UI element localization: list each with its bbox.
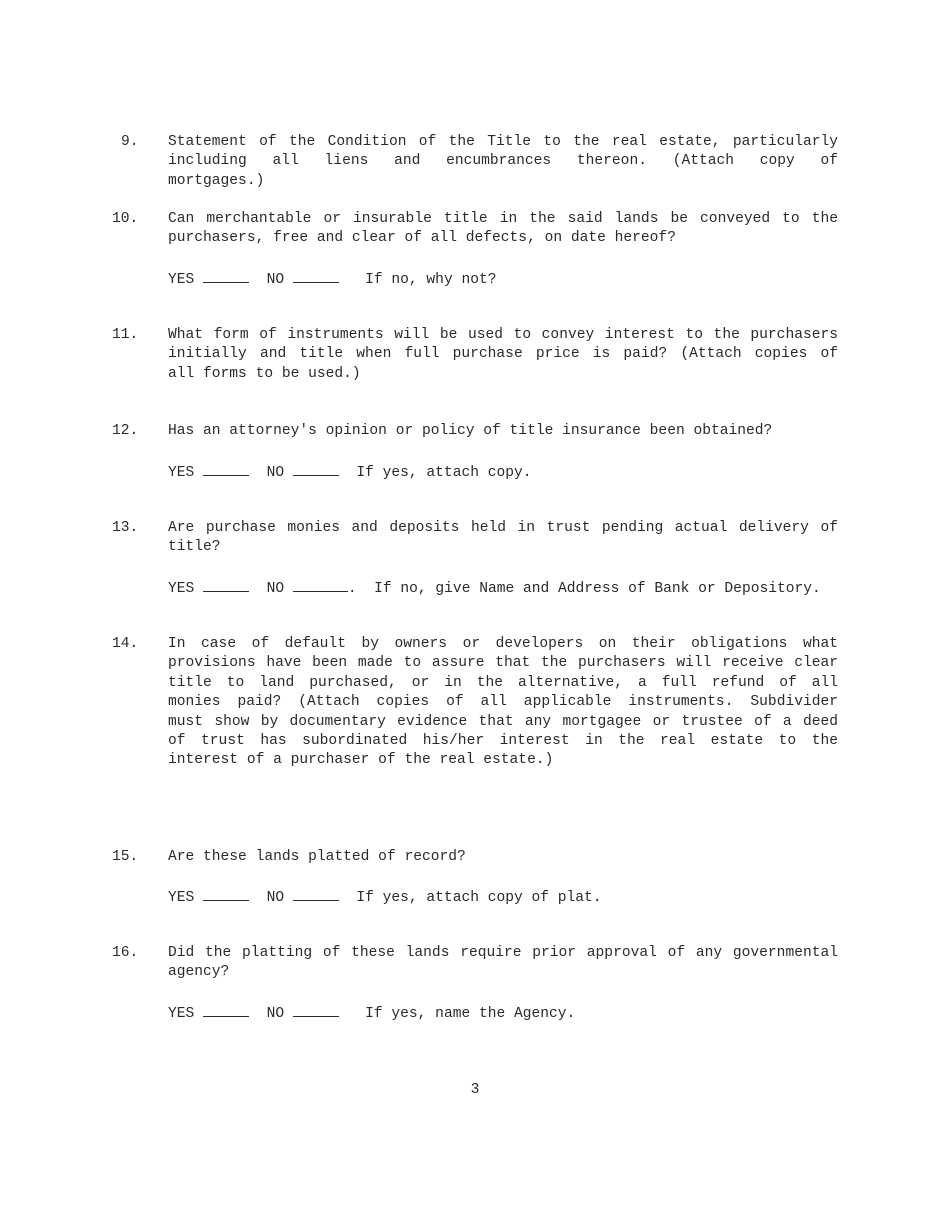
yes-blank-field[interactable] [203, 886, 249, 901]
answer-instruction: . If no, give Name and Address of Bank or Depository. [347, 581, 821, 597]
question-number: 12. [112, 423, 139, 439]
no-blank-field[interactable] [293, 268, 339, 283]
question-text [168, 635, 838, 771]
question-line: purchasers, free and clear of all defects, on date hereof? [168, 230, 676, 247]
no-label: NO [266, 465, 285, 481]
question-line: monies paid? (Attach copies of all applicable instruments. Subdivider [168, 694, 838, 711]
question-line: of trust has subordinated his/her interest in the real estate to the [168, 733, 838, 750]
question-text [168, 848, 838, 867]
question-line: mortgages.) [168, 172, 265, 189]
page-number: 3 [470, 1082, 480, 1098]
question-number: 9. [121, 134, 139, 150]
yes-blank-field[interactable] [203, 577, 249, 592]
yes-label: YES [168, 581, 195, 597]
no-blank-field[interactable] [293, 1002, 339, 1017]
question-line: title? [168, 539, 221, 556]
question-text [168, 210, 838, 249]
question-number: 13. [112, 520, 139, 536]
question-line: Statement of the Condition of the Title to the real estate, particularly [168, 134, 838, 150]
question-line: including all liens and encumbrances thereon. (Attach copy of [168, 153, 838, 170]
question-number: 14. [112, 636, 139, 652]
answer-row-12 [168, 461, 532, 483]
yes-blank-field[interactable] [203, 268, 249, 283]
answer-instruction: If no, why not? [365, 272, 497, 288]
yes-label: YES [168, 465, 195, 481]
question-line: Can merchantable or insurable title in the said lands be conveyed to the [168, 211, 838, 227]
question-number: 15. [112, 849, 139, 865]
question-line: initially and title when full purchase price is paid? (Attach copies of [168, 346, 838, 363]
question-text [168, 422, 838, 441]
question-line: agency? [168, 964, 230, 981]
yes-label: YES [168, 890, 195, 906]
no-blank-field[interactable] [293, 577, 348, 592]
question-line: Did the platting of these lands require prior approval of any governmental [168, 945, 838, 961]
yes-label: YES [168, 1006, 195, 1022]
question-line: Are purchase monies and deposits held in trust pending actual delivery of [168, 520, 838, 536]
question-line: provisions have been made to assure that the purchasers will receive clear [168, 655, 838, 672]
yes-blank-field[interactable] [203, 1002, 249, 1017]
question-text [168, 326, 838, 384]
question-line: title to land purchased, or in the alternative, a full refund of all [168, 674, 838, 691]
yes-label: YES [168, 272, 195, 288]
question-line: interest of a purchaser of the real estate.) [168, 752, 554, 769]
question-line: Has an attorney's opinion or policy of title insurance been obtained? [168, 423, 773, 439]
answer-instruction: If yes, name the Agency. [365, 1006, 576, 1022]
answer-instruction: If yes, attach copy. [356, 465, 532, 481]
no-blank-field[interactable] [293, 461, 339, 476]
question-text [168, 133, 838, 191]
answer-row-10 [168, 268, 497, 290]
question-text [168, 519, 838, 558]
question-number: 11. [112, 327, 139, 343]
question-line: What form of instruments will be used to convey interest to the purchasers [168, 327, 838, 343]
no-label: NO [266, 890, 285, 906]
answer-instruction: If yes, attach copy of plat. [356, 890, 602, 906]
yes-blank-field[interactable] [203, 461, 249, 476]
question-number: 10. [112, 211, 139, 227]
question-line: Are these lands platted of record? [168, 849, 466, 865]
question-text [168, 944, 838, 983]
question-number: 16. [112, 945, 139, 961]
question-line: must show by documentary evidence that any mortgagee or trustee of a deed [168, 713, 838, 730]
answer-row-13 [168, 577, 821, 599]
question-line: all forms to be used.) [168, 365, 361, 382]
answer-row-16 [168, 1002, 575, 1024]
question-line: In case of default by owners or developers on their obligations what [168, 636, 838, 652]
no-blank-field[interactable] [293, 886, 339, 901]
no-label: NO [266, 581, 285, 597]
no-label: NO [266, 272, 285, 288]
answer-row-15 [168, 886, 602, 908]
no-label: NO [266, 1006, 285, 1022]
